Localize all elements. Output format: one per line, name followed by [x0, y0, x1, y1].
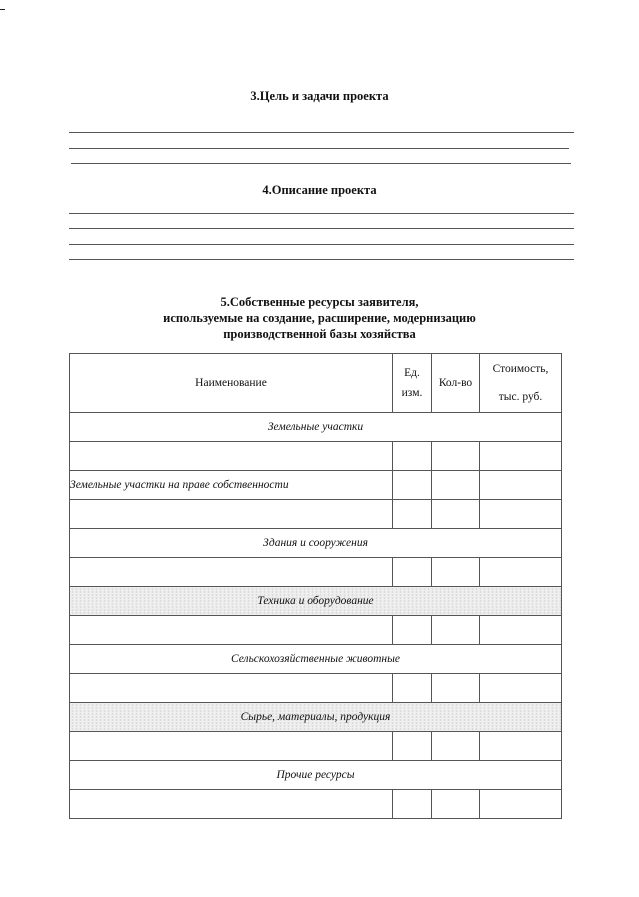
header-cost-line-1: Стоимость, [492, 363, 549, 375]
writing-line [69, 228, 574, 229]
section-5-heading-line-3: производственной базы хозяйства [223, 327, 416, 341]
cell-name[interactable] [70, 616, 393, 645]
cell-cost[interactable] [480, 790, 562, 819]
cell-quantity[interactable] [432, 558, 480, 587]
cell-name[interactable] [70, 790, 393, 819]
cell-unit[interactable] [393, 616, 432, 645]
cell-cost[interactable] [480, 442, 562, 471]
writing-line [69, 213, 574, 214]
writing-line [69, 244, 574, 245]
cell-quantity[interactable] [432, 732, 480, 761]
section-title: Сырье, материалы, продукция [70, 703, 562, 732]
section-title: Сельскохозяйственные животные [70, 645, 562, 674]
table-row [70, 674, 562, 703]
table-row [70, 790, 562, 819]
section-row [70, 645, 562, 674]
header-unit-line-1: Ед. [404, 367, 420, 379]
cell-name[interactable]: Земельные участки на праве собственности [70, 471, 393, 500]
cell-unit[interactable] [393, 732, 432, 761]
cell-unit[interactable] [393, 471, 432, 500]
section-row [70, 587, 562, 616]
header-cost-line-2: тыс. руб. [498, 391, 543, 403]
table-row [70, 471, 562, 500]
section-4-heading: 4.Описание проекта [262, 183, 377, 197]
cell-cost[interactable] [480, 471, 562, 500]
header-quantity: Кол-во [432, 354, 480, 413]
writing-line [69, 148, 569, 149]
cell-name[interactable] [70, 674, 393, 703]
section-5-heading-line-2: используемые на создание, расширение, модернизацию [163, 311, 476, 325]
cell-quantity[interactable] [432, 790, 480, 819]
section-title: Прочие ресурсы [70, 761, 562, 790]
table-row [70, 732, 562, 761]
cell-name[interactable] [70, 500, 393, 529]
cell-name[interactable] [70, 442, 393, 471]
cell-name[interactable] [70, 732, 393, 761]
table-row [70, 616, 562, 645]
table-row [70, 442, 562, 471]
section-title: Техника и оборудование [70, 587, 562, 616]
cell-cost[interactable] [480, 558, 562, 587]
writing-line [69, 132, 574, 133]
cell-quantity[interactable] [432, 500, 480, 529]
cell-cost[interactable] [480, 500, 562, 529]
header-unit [393, 354, 432, 413]
writing-line [69, 259, 574, 260]
cell-quantity[interactable] [432, 442, 480, 471]
cell-cost[interactable] [480, 674, 562, 703]
section-row [70, 761, 562, 790]
section-row [70, 703, 562, 732]
cell-cost[interactable] [480, 732, 562, 761]
table-row [70, 500, 562, 529]
scan-corner-mark [0, 9, 5, 10]
cell-quantity[interactable] [432, 674, 480, 703]
header-name: Наименование [70, 354, 393, 413]
table-row [70, 558, 562, 587]
section-5-heading-line-1: 5.Собственные ресурсы заявителя, [220, 295, 419, 309]
table-header-row [70, 354, 562, 413]
cell-quantity[interactable] [432, 471, 480, 500]
header-cost [480, 354, 562, 413]
section-row [70, 529, 562, 558]
section-title: Здания и сооружения [70, 529, 562, 558]
resources-table [69, 353, 562, 819]
cell-cost[interactable] [480, 616, 562, 645]
header-unit-line-2: изм. [401, 387, 423, 399]
section-title: Земельные участки [70, 413, 562, 442]
table-body [70, 413, 562, 819]
cell-unit[interactable] [393, 674, 432, 703]
section-row [70, 413, 562, 442]
cell-unit[interactable] [393, 790, 432, 819]
section-3-heading: 3.Цель и задачи проекта [250, 89, 389, 103]
cell-unit[interactable] [393, 558, 432, 587]
cell-quantity[interactable] [432, 616, 480, 645]
cell-unit[interactable] [393, 500, 432, 529]
cell-name[interactable] [70, 558, 393, 587]
cell-unit[interactable] [393, 442, 432, 471]
writing-line [71, 163, 571, 164]
